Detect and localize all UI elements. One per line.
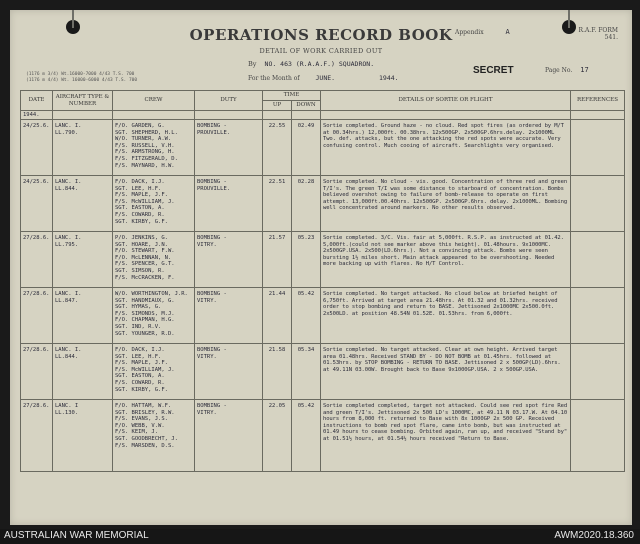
aircraft-line: LANC. I. <box>55 291 82 297</box>
time-down-cell: 05.42 <box>292 400 321 472</box>
time-up-cell: 21.44 <box>263 288 292 344</box>
col-down: DOWN <box>292 101 321 111</box>
col-date: DATE <box>21 91 53 111</box>
date-cell: 27/28.6. <box>21 288 53 344</box>
crew-member: W/O. TURNER, A.W. <box>115 136 172 143</box>
crew-member: SGT. BRISLEY, R.W. <box>115 409 175 416</box>
col-duty: DUTY <box>195 91 263 111</box>
details-cell: Sortie completed. No target attacked. Clear at own height. Arrived target area 01.48hrs. Received STAND BY - DO NOT BOMB at 01.45hrs. followed at 01.53hrs. by STOP BOMBING - RETURN TO BASE. Jettisoned 2 x 500GP(LD).6hrs. at 49.11N 03.00W. Brought back to Base 9x1000GP.USA. 2 x 500GP.USA. <box>321 344 571 400</box>
time-down-cell: 02.49 <box>292 120 321 176</box>
crew-member: F/O. WEBB, V.W. <box>115 422 165 429</box>
archive-footer <box>0 529 640 544</box>
form-title: OPERATIONS RECORD BOOK <box>189 26 453 44</box>
col-time: TIME <box>263 91 321 101</box>
crew-member: F/O. McLENNAN, N. <box>115 254 172 261</box>
details-cell: Sortie completed. No target attacked. No cloud below at briefed height of 6,750ft. Arrived at target area 21.48hrs. At 01.32 and 01.32hrs. received order to stop bombing and return to BASE. Jettisoned 2x1000MC 2x500.0ft. 2x500LD. at position 48.54N 01.52E. 01.53hrs. from 6,000ft. <box>321 288 571 344</box>
crew-cell <box>113 288 195 344</box>
col-references: REFERENCES <box>571 91 625 111</box>
duty-cell <box>195 344 263 400</box>
duty-line: PROUVILLE. <box>197 185 231 192</box>
references-cell <box>571 400 625 472</box>
crew-member: F/S. KEIM, J. <box>115 429 159 436</box>
duty-line: VITRY. <box>197 353 217 360</box>
crew-member: F/S. EVANS, J.S. <box>115 416 168 423</box>
references-cell <box>571 176 625 232</box>
aircraft-line: LANC. I. <box>55 235 82 241</box>
duty-line: BOMBING - <box>197 235 227 241</box>
crew-member: SGT. YOUNGER, R.D. <box>115 330 175 337</box>
table-row <box>21 120 625 176</box>
crew-member: SGT. LEE, H.F. <box>115 185 162 192</box>
crew-member: F/S. McWILLIAM, J. <box>115 366 175 373</box>
table-row <box>21 232 625 288</box>
record-sheet <box>10 10 632 525</box>
page-number-value: 17 <box>580 66 589 74</box>
crew-member: F/S. SPENCER, G.T. <box>115 261 175 268</box>
duty-line: PROUVILLE. <box>197 129 231 136</box>
details-cell: Sortie completed. 3/C. Vis. fair at 5,000ft. R.S.P. as instructed at 01.42. 5,000ft.(could not see marker above this height). 01.48hours. 9x1000MC. 2x500GP.USA. 2x500(LD.6hrs.). Not a convincing attack. Bombs were seen bursting 1½ miles short. Main attack appeared to be overshooting. Needed more backing up with flares. No H/T Control. <box>321 232 571 288</box>
crew-member: SGT. HOARE, J.N. <box>115 241 168 248</box>
crew-member: SGT. LEE, H.F. <box>115 353 162 360</box>
crew-member: W/O. WORTHINGTON, J.R. <box>115 291 188 297</box>
crew-member: F/S. ARMSTRONG, H. <box>115 149 175 156</box>
date-cell: 24/25.6. <box>21 176 53 232</box>
crew-member: SGT. SIMSON, R. <box>115 267 165 274</box>
aircraft-line: LL.130. <box>55 409 79 416</box>
month-value: JUNE. <box>315 74 336 82</box>
duty-cell <box>195 176 263 232</box>
aircraft-line: LL.795. <box>55 241 79 248</box>
crew-member: SGT. SHEPHERD, H.L. <box>115 129 178 136</box>
year-row <box>21 111 625 120</box>
duty-line: VITRY. <box>197 297 217 304</box>
date-cell: 27/28.6. <box>21 344 53 400</box>
details-cell: Sortie completed. No cloud - vis. good. Concentration of three red and green T/I's. The green T/I was some distance to starboard of concentration. Bombs believed overshot owing to failure of bomb-release to operate on first attempt. 13,000ft.00.40hrs. 12x500GP. 2x500GP.6hrs. delay. 2x1000ML. Bombing well concentrated around markers. No other results observed. <box>321 176 571 232</box>
duty-line: BOMBING - <box>197 179 227 185</box>
crew-member: F/O. GARDEN, G. <box>115 123 165 129</box>
crew-member: SGT. KIRBY, G.F. <box>115 386 168 393</box>
duty-line: VITRY. <box>197 409 217 416</box>
crew-cell <box>113 344 195 400</box>
by-label: By <box>248 60 257 68</box>
print-codes: (1176 m 3/4) Wt.16000-7000 4/43 T.S. 700 (1176 m 4/4) Wt. 16000-6000 4/43 T.S. 700 <box>26 72 138 83</box>
duty-cell <box>195 120 263 176</box>
crew-member: F/S. MAPLE, J.F. <box>115 192 168 199</box>
time-down-cell: 05.42 <box>292 288 321 344</box>
appendix-value: A <box>505 28 510 36</box>
col-details: DETAILS OF SORTIE OR FLIGHT <box>321 91 571 111</box>
crew-member: SGT. HYMAS, G. <box>115 304 162 311</box>
crew-cell <box>113 232 195 288</box>
crew-member: SGT. KIRBY, G.F. <box>115 218 168 225</box>
aircraft-cell <box>53 232 113 288</box>
crew-cell <box>113 400 195 472</box>
footer-reference: AWM2020.18.360 <box>554 530 634 541</box>
time-up-cell: 22.51 <box>263 176 292 232</box>
time-down-cell: 05.23 <box>292 232 321 288</box>
crew-member: F/O. DACK, I.J. <box>115 347 165 353</box>
crew-member: SGT. HANDMIAUX, G. <box>115 297 175 304</box>
crew-member: P/O. JENKINS, G. <box>115 235 168 241</box>
month-label: For the Month of <box>248 75 300 82</box>
aircraft-line: LANC. I. <box>55 179 82 185</box>
references-cell <box>571 232 625 288</box>
time-up-cell: 22.55 <box>263 120 292 176</box>
col-up: UP <box>263 101 292 111</box>
footer-institution: AUSTRALIAN WAR MEMORIAL <box>4 530 149 541</box>
col-aircraft: AIRCRAFT TYPE & NUMBER <box>53 91 113 111</box>
aircraft-cell <box>53 288 113 344</box>
crew-member: F/S. SIMONDS, M.J. <box>115 310 175 317</box>
crew-member: SGT. IND, R.V. <box>115 323 162 330</box>
time-up-cell: 21.57 <box>263 232 292 288</box>
secret-stamp: SECRET <box>473 65 514 76</box>
references-cell <box>571 344 625 400</box>
duty-cell <box>195 288 263 344</box>
time-down-cell: 02.28 <box>292 176 321 232</box>
table-row <box>21 288 625 344</box>
year-cell: 1944. <box>21 111 53 120</box>
duty-cell <box>195 400 263 472</box>
duty-line: BOMBING - <box>197 347 227 353</box>
time-down-cell: 05.34 <box>292 344 321 400</box>
page-number: Page No. 17 <box>545 66 589 74</box>
duty-line: BOMBING - <box>197 291 227 297</box>
squadron-name: NO. 463 (R.A.A.F.) SQUADRON. <box>264 60 375 68</box>
duty-line: BOMBING - <box>197 403 227 409</box>
references-cell <box>571 288 625 344</box>
duty-cell <box>195 232 263 288</box>
duty-line: VITRY. <box>197 241 217 248</box>
aircraft-line: LANC. I <box>55 403 79 409</box>
operations-table <box>20 90 625 472</box>
date-cell: 24/25.6. <box>21 120 53 176</box>
month-line <box>248 74 399 82</box>
col-crew: CREW <box>113 91 195 111</box>
table-row <box>21 344 625 400</box>
crew-member: F/S. COWARD, R. <box>115 211 165 218</box>
date-cell: 27/28.6. <box>21 232 53 288</box>
crew-member: F/S. MAPLE, J.F. <box>115 360 168 367</box>
form-subtitle: DETAIL OF WORK CARRIED OUT <box>259 47 383 55</box>
aircraft-line: LL.847. <box>55 297 79 304</box>
form-number: R.A.F. FORM 541. <box>578 27 618 41</box>
aircraft-line: LL.844. <box>55 185 79 192</box>
crew-member: F/S. McCRACKEN, F. <box>115 274 175 281</box>
crew-member: F/O. STEWART, F.W. <box>115 248 175 255</box>
crew-member: F/S. McWILLIAM, J. <box>115 198 175 205</box>
aircraft-cell <box>53 400 113 472</box>
aircraft-cell <box>53 176 113 232</box>
crew-cell <box>113 176 195 232</box>
aircraft-line: LANC. I. <box>55 347 82 353</box>
appendix-label: Appendix A <box>455 28 510 36</box>
references-cell <box>571 120 625 176</box>
crew-member: F/S. COWARD, R. <box>115 379 165 386</box>
crew-member: F/S. MARSDEN, D.S. <box>115 442 175 449</box>
crew-cell <box>113 120 195 176</box>
crew-member: F/O. HATTAM, W.F. <box>115 403 172 409</box>
crew-member: SGT. GOODBRECHT, J. <box>115 435 178 442</box>
time-up-cell: 22.05 <box>263 400 292 472</box>
aircraft-cell <box>53 344 113 400</box>
crew-member: SGT. EASTON, A. <box>115 205 165 212</box>
time-up-cell: 21.58 <box>263 344 292 400</box>
aircraft-cell <box>53 120 113 176</box>
table-row <box>21 176 625 232</box>
aircraft-line: LL.844. <box>55 353 79 360</box>
crew-member: F/S. RUSSELL, V.H. <box>115 142 175 149</box>
duty-line: BOMBING - <box>197 123 227 129</box>
crew-member: F/O. CHAPMAN, H.G. <box>115 317 175 324</box>
squadron-line <box>248 60 374 68</box>
crew-member: F/S. MAYNARD, H.W. <box>115 162 175 169</box>
crew-member: SGT. EASTON, A. <box>115 373 165 380</box>
aircraft-line: LL.790. <box>55 129 79 136</box>
table-row <box>21 400 625 472</box>
details-cell: Sortie completed completed, target not attacked. Could see red spot fire Red and green T/I's. Jettisoned 2x 500 LD's 1000MC, at 49.11 N 03.17.W. At 04.10 hours from 8,000 ft. returned to Base with 8x 1000GP 2x 500 GP. Received instructions to bomb red spot flare, came into bomb, but was instructed at 01.49 hours to cease bombing. Orbited again, ran up, and received "Stand by" at 01.51½ hours, at 01.54½ hours received "Return to Base. <box>321 400 571 472</box>
aircraft-line: LANC. I. <box>55 123 82 129</box>
date-cell: 27/28.6. <box>21 400 53 472</box>
details-cell: Sortie completed. Ground haze - no cloud. Red spot fires (as ordered by M/T at 00.34hrs.) 12,000ft. 00.38hrs. 12x500GP. 2x500GP.6hrs.delay. 2x1000ML Two. def. attacks, but the one attacking the red spots were accurate. Very confusing control. Much cooing of aircraft. Searchlights very organised. <box>321 120 571 176</box>
year-value: 1944. <box>379 74 399 82</box>
crew-member: F/O. DACK, I.J. <box>115 179 165 185</box>
crew-member: F/S. FITZGERALD, D. <box>115 155 178 162</box>
